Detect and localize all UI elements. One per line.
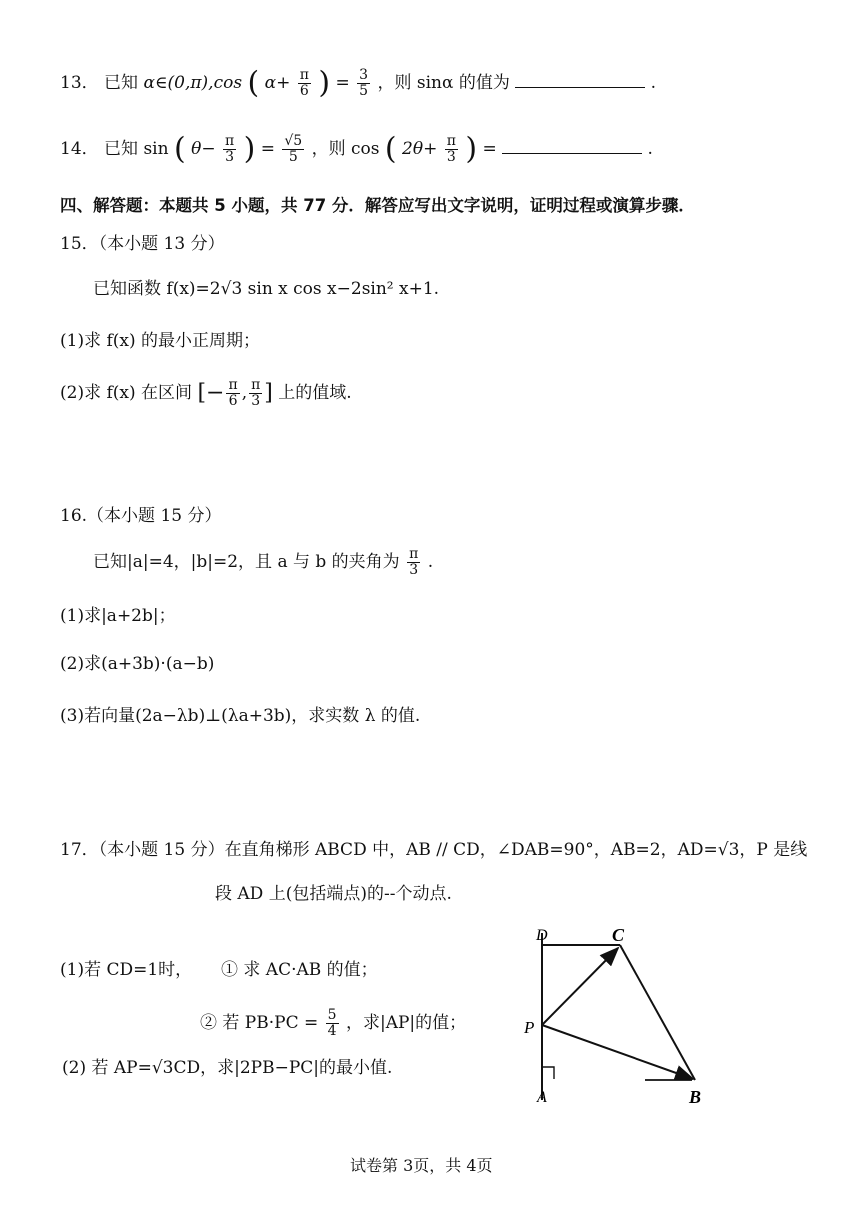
q15-stem: 已知函数 f(x)=2√3 sin x cos x−2sin² x+1.: [93, 279, 440, 299]
q17-heading: 17．（本小题 15 分）在直角梯形 ABCD 中，AB // CD，∠DAB=90°，AB=2，AD=√3，P 是线: [60, 840, 808, 860]
q15-part-2: [60, 378, 352, 409]
q14-three-b: 3: [446, 149, 456, 165]
q16-part-2: (2)求(a+3b)·(a−b): [60, 654, 215, 674]
q14-end: .: [647, 139, 653, 159]
q16-stem-end: .: [427, 552, 434, 572]
q16-stem-text: 已知|a|=4，|b|=2，且 a 与 b 的夹角为: [93, 552, 400, 572]
q14-root5-over-5: [282, 134, 304, 165]
trapezoid-figure: [510, 925, 750, 1115]
q13-mid: ，则 sinα 的值为: [377, 73, 510, 93]
q14-arg: θ−: [191, 139, 216, 159]
q15-three: 3: [251, 393, 261, 409]
q14-pi: π: [224, 133, 235, 149]
q17-p1-b-pre: ② 若 PB·PC =: [200, 1013, 319, 1033]
q15-pi-b: π: [251, 377, 261, 393]
label-B: B: [689, 1087, 702, 1107]
q13-five: 5: [359, 83, 369, 99]
q13-number: 13．: [60, 73, 99, 93]
q13-answer-blank[interactable]: [515, 86, 645, 88]
q14-eq: =: [260, 139, 275, 159]
question-14: [60, 131, 653, 167]
q14-pi-b: π: [446, 133, 456, 149]
q14-pi-over-3: [223, 134, 236, 165]
q17-heading-cont: 段 AD 上(包括端点)的--个动点.: [215, 884, 452, 904]
q15-part-1: (1)求 f(x) 的最小正周期；: [60, 331, 261, 351]
q15-six: 6: [228, 393, 238, 409]
q17-part-2: (2) 若 AP=√3CD，求|2PB−PC|的最小值.: [62, 1058, 393, 1078]
q13-pi-over-6: [298, 68, 311, 99]
q13-arg: α+: [264, 73, 291, 93]
q17-part-1: [60, 962, 378, 979]
q13-pi: π: [299, 67, 309, 83]
q13-three-fifths: [357, 68, 370, 99]
q14-five: 5: [288, 149, 298, 165]
q17-five: 5: [327, 1007, 337, 1023]
q17-five-fourths: [326, 1008, 339, 1039]
q14-mid: ，则 cos: [311, 139, 380, 159]
q14-sqrt5: √5: [284, 133, 303, 149]
q13-lead: 已知: [104, 73, 139, 93]
label-D: D: [536, 927, 548, 944]
q13-right-paren: ): [318, 65, 331, 101]
q16-part-3: (3)若向量(2a−λb)⊥(λa+3b)，求实数 λ 的值.: [60, 706, 421, 726]
q16-part-1: (1)求|a+2b|；: [60, 606, 176, 626]
q13-six: 6: [299, 83, 309, 99]
q13-eq: =: [335, 73, 350, 93]
q13-left-paren: (: [247, 65, 260, 101]
q14-lead: 已知 sin: [104, 139, 169, 159]
q17-part-1-b: [200, 1008, 466, 1039]
page-footer: 试卷第 3页，共 4页: [350, 1156, 493, 1175]
q16-heading: 16.（本小题 15 分）: [60, 506, 222, 526]
q14-arg2: 2θ+: [402, 139, 438, 159]
q15-bracket-left: [−: [197, 380, 225, 406]
q17-p1-pre: (1)若 CD=1时，: [60, 960, 193, 980]
q15-pi-over-6: [226, 378, 239, 409]
q14-answer-blank[interactable]: [502, 152, 642, 154]
q16-stem: [93, 547, 433, 578]
q16-pi: π: [409, 546, 419, 562]
q17-p1-b-post: ，求|AP|的值；: [345, 1013, 467, 1033]
q13-three: 3: [359, 67, 369, 83]
vector-PC: [542, 948, 618, 1025]
q15-pi: π: [228, 377, 238, 393]
right-angle-mark: [542, 1067, 554, 1079]
q14-right-paren: ): [243, 131, 256, 167]
q14-left-paren: (: [173, 131, 186, 167]
q15-p2-pre: (2)求 f(x) 在区间: [60, 383, 193, 403]
q14-three: 3: [225, 149, 235, 165]
q14-number: 14．: [60, 139, 99, 159]
segment-CB: [620, 945, 695, 1080]
q15-comma: ,: [241, 383, 248, 403]
q17-four: 4: [327, 1023, 337, 1039]
q14-right-paren-2: ): [465, 131, 478, 167]
q14-left-paren-2: (: [384, 131, 397, 167]
q13-condition: α∈(0,π),cos: [143, 73, 243, 93]
q16-pi-over-3: [407, 547, 420, 578]
q17-p1-a: ① 求 AC·AB 的值；: [221, 960, 378, 980]
label-A: A: [537, 1089, 547, 1106]
q14-pi-over-3-b: [445, 134, 458, 165]
q15-p2-post: 上的值域.: [278, 383, 352, 403]
q15-bracket-right: ]: [264, 380, 273, 406]
q13-end: .: [650, 73, 657, 93]
section-4-heading: 四、解答题：本题共 5 小题，共 77 分．解答应写出文字说明，证明过程或演算步骤．: [60, 196, 695, 215]
label-C: C: [612, 925, 625, 945]
q14-eq2: =: [482, 139, 497, 159]
q15-heading: 15．（本小题 13 分）: [60, 234, 225, 254]
q16-three: 3: [409, 562, 419, 578]
question-13: [60, 65, 657, 101]
vector-PB: [542, 1025, 693, 1079]
label-P: P: [524, 1018, 535, 1037]
q15-pi-over-3: [249, 378, 262, 409]
